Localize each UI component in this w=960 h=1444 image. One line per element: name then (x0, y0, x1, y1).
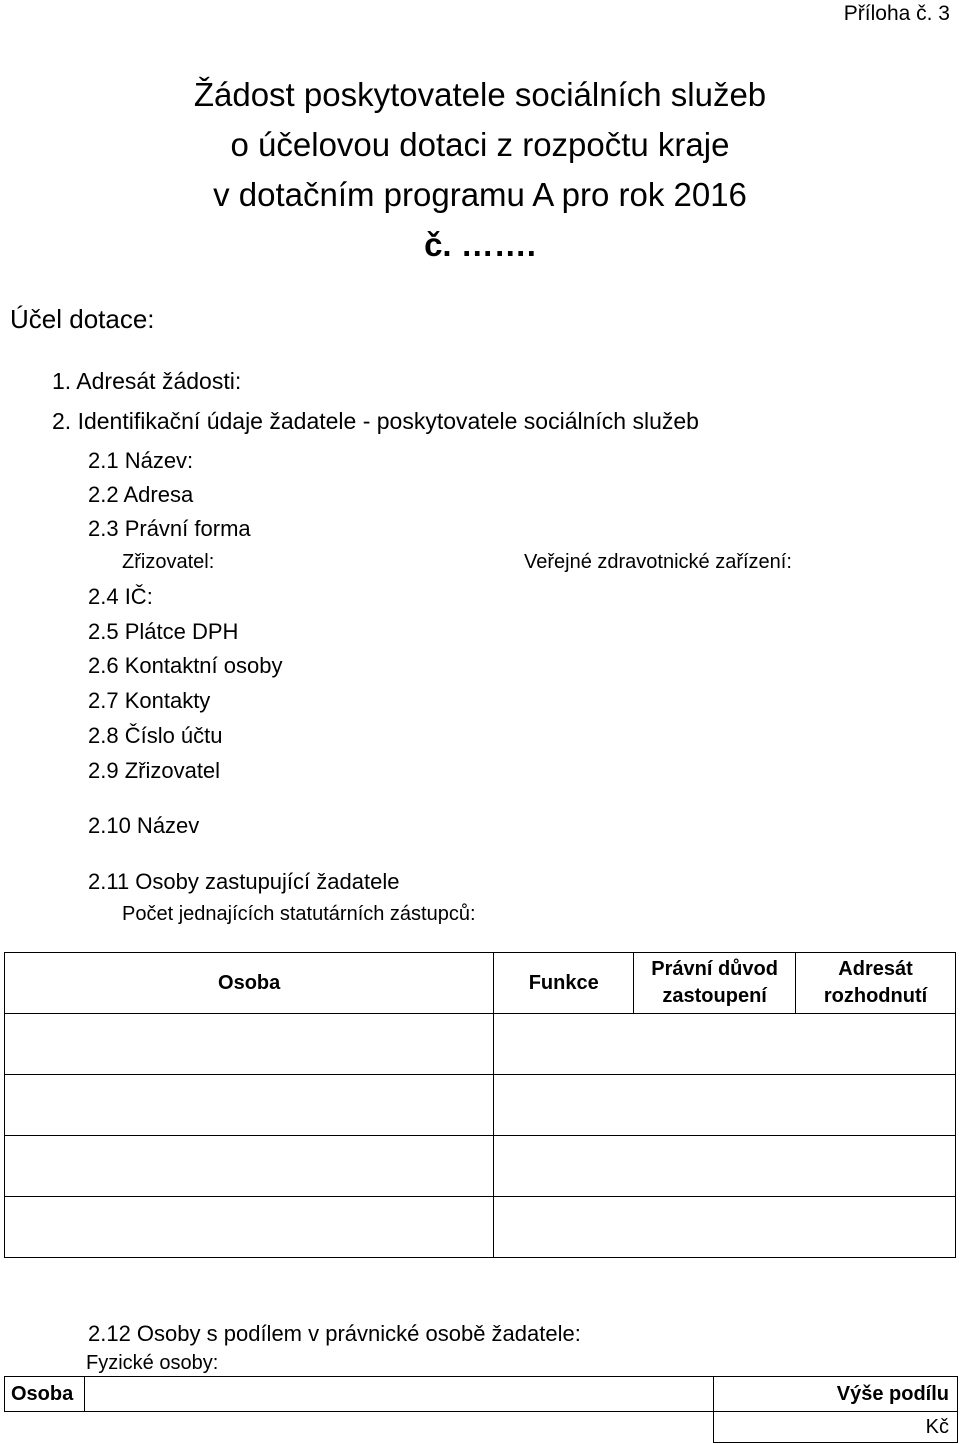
table-cell[interactable] (5, 1136, 494, 1197)
table-cell[interactable] (5, 1014, 494, 1075)
field-2-9-founder: 2.9 Zřizovatel (88, 758, 221, 783)
table-row (5, 1412, 958, 1443)
field-2-3-legal-form: 2.3 Právní forma (88, 516, 251, 541)
table-cell[interactable] (5, 1197, 494, 1258)
field-2-10-name: 2.10 Název (88, 813, 200, 838)
share-amount-unit: Kč (714, 1412, 958, 1443)
column-header-decision-recipient-line-1: Adresát (838, 958, 913, 980)
document-title-line-3: v dotačním programu A pro rok 2016 (213, 176, 747, 213)
column-header-legal-reason (634, 953, 796, 1014)
table-row (5, 1014, 956, 1075)
field-2-8-account-number: 2.8 Číslo účtu (88, 723, 223, 748)
field-2-12-shareholders: 2.12 Osoby s podílem v právnické osobě žadatele: (88, 1321, 581, 1346)
field-2-7-contacts: 2.7 Kontakty (88, 688, 211, 713)
column-header-decision-recipient (796, 953, 956, 1014)
document-number-line: č. ……. (424, 226, 536, 263)
purpose-label: Účel dotace: (10, 304, 155, 334)
field-2-5-vat-payer: 2.5 Plátce DPH (88, 619, 239, 644)
public-health-facility-label: Veřejné zdravotnické zařízení: (524, 551, 792, 573)
founder-label: Zřizovatel: (122, 551, 215, 573)
column-header-decision-recipient-line-2: rozhodnutí (823, 985, 928, 1007)
section-2-identification: 2. Identifikační údaje žadatele - poskytovatele sociálních služeb (52, 408, 699, 434)
column-header-legal-reason-line-2: zastoupení (662, 985, 767, 1007)
table-row (5, 1075, 956, 1136)
column-header-legal-reason-line-1: Právní důvod (651, 958, 778, 980)
section-1-recipient: 1. Adresát žádosti: (52, 368, 242, 394)
natural-persons-label: Fyzické osoby: (86, 1352, 219, 1374)
table-header-row (5, 1377, 958, 1412)
column-header-function: Funkce (494, 953, 634, 1014)
field-2-11-representatives: 2.11 Osoby zastupující žadatele (88, 869, 400, 894)
table-cell[interactable] (494, 1075, 956, 1136)
column-header-share-amount: Výše podílu (714, 1377, 958, 1412)
table-cell[interactable] (494, 1136, 956, 1197)
column-header-person: Osoba (5, 953, 494, 1014)
annex-label: Příloha č. 3 (843, 2, 950, 25)
column-header-person: Osoba (5, 1377, 85, 1412)
shareholders-table (4, 1376, 958, 1443)
field-2-1-name: 2.1 Název: (88, 448, 194, 473)
table-cell[interactable] (84, 1377, 713, 1412)
table-row (5, 1136, 956, 1197)
table-cell[interactable] (494, 1014, 956, 1075)
table-cell[interactable] (5, 1075, 494, 1136)
document-title-line-1: Žádost poskytovatele sociálních služeb (193, 76, 767, 113)
field-2-4-ic: 2.4 IČ: (88, 584, 153, 609)
table-cell (5, 1412, 714, 1443)
document-title-line-2: o účelovou dotaci z rozpočtu kraje (230, 126, 730, 163)
table-header-row (5, 953, 956, 1014)
table-cell[interactable] (494, 1197, 956, 1258)
field-2-6-contact-persons: 2.6 Kontaktní osoby (88, 653, 283, 678)
table-row (5, 1197, 956, 1258)
representatives-table (4, 952, 956, 1258)
field-2-2-address: 2.2 Adresa (88, 482, 194, 507)
statutory-count-label: Počet jednajících statutárních zástupců: (122, 903, 476, 925)
